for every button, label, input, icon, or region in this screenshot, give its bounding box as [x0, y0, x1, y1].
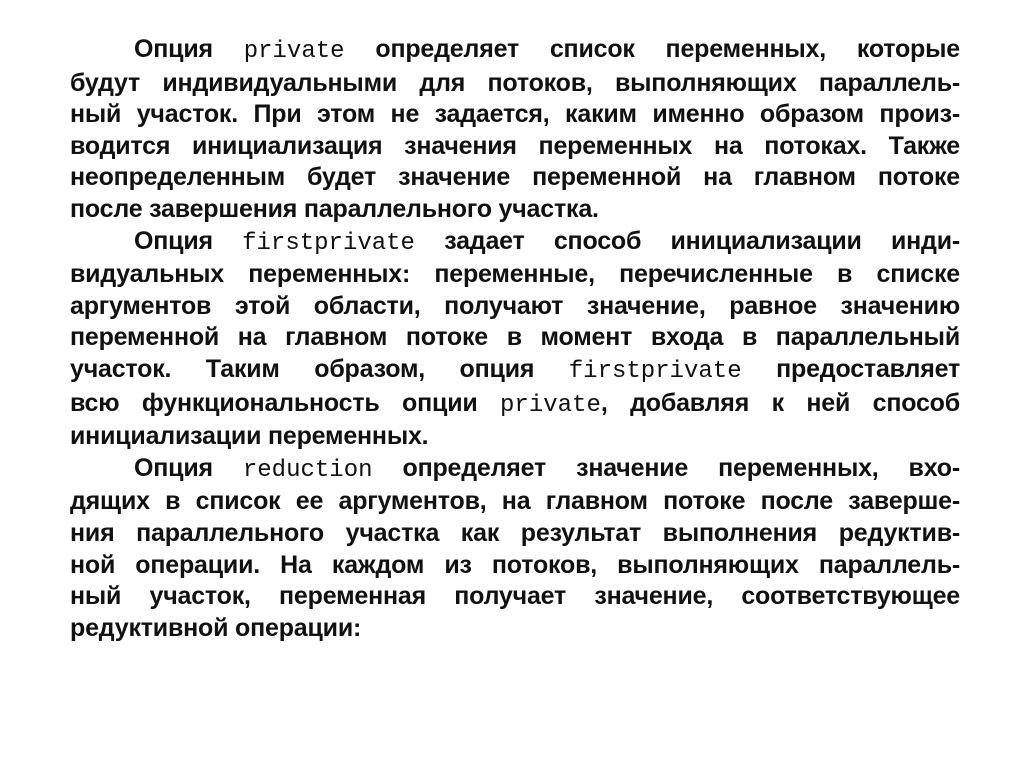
- text-segment: , добавляя к ней способ: [600, 388, 960, 417]
- text-line: [70, 68, 960, 100]
- text-segment: водится инициализация значения переменных на потоках. Также: [70, 131, 960, 160]
- text-segment: редуктивной операции:: [70, 613, 362, 642]
- text-line: [70, 581, 960, 613]
- text-segment: участок. Таким образом, опция: [70, 354, 569, 383]
- paragraph: [70, 226, 960, 453]
- text-line: [70, 613, 960, 645]
- text-segment: переменной на главном потоке в момент входа в параллельный: [70, 323, 960, 352]
- text-line: [70, 453, 960, 487]
- text-line: [70, 518, 960, 550]
- text-line: [70, 421, 960, 453]
- code-keyword: firstprivate: [568, 357, 742, 385]
- text-line: [70, 486, 960, 518]
- text-segment: дящих в список ее аргументов, на главном потоке после заверше-: [70, 487, 960, 516]
- text-line: [70, 291, 960, 323]
- code-keyword: private: [500, 391, 601, 419]
- code-keyword: reduction: [242, 456, 373, 484]
- text-segment: после завершения параллельного участка.: [70, 194, 599, 223]
- text-segment: предоставляет: [741, 354, 960, 383]
- text-segment: инициализации переменных.: [70, 422, 429, 451]
- text-segment: задает способ инициализации инди-: [414, 226, 960, 255]
- text-line: [70, 322, 960, 354]
- text-segment: ный участок. При этом не задается, каким именно образом произ-: [70, 100, 960, 129]
- code-keyword: private: [243, 38, 345, 65]
- text-line: [70, 226, 960, 260]
- text-line: [70, 388, 960, 422]
- text-segment: аргументов этой области, получают значение, равное значению: [70, 291, 960, 320]
- text-segment: определяет список переменных, которые: [344, 35, 960, 63]
- text-segment: будут индивидуальными для потоков, выполняющих параллель-: [70, 68, 960, 97]
- text-line: [70, 162, 960, 194]
- paragraph: [70, 453, 960, 645]
- text-line: [70, 131, 960, 163]
- text-segment: определяет значение переменных, вхо-: [372, 453, 960, 482]
- text-segment: Опция: [134, 453, 243, 482]
- text-segment: ной операции. На каждом из потоков, выполняющих параллель-: [70, 550, 960, 579]
- text-segment: видуальных переменных: переменные, перечисленные в списке: [70, 260, 960, 289]
- text-segment: всю функциональность опции: [70, 388, 501, 417]
- text-line: [70, 34, 960, 68]
- text-segment: ный участок, переменная получает значение, соответствующее: [70, 582, 960, 611]
- code-keyword: firstprivate: [242, 229, 415, 257]
- text-line: [70, 194, 960, 226]
- text-segment: Опция: [134, 226, 243, 255]
- paragraph: [70, 34, 960, 226]
- text-line: [70, 99, 960, 131]
- text-segment: неопределенным будет значение переменной на главном потоке: [70, 163, 960, 192]
- document-body: [70, 34, 960, 644]
- text-segment: ния параллельного участка как результат выполнения редуктив-: [70, 518, 960, 547]
- text-segment: Опция: [134, 35, 244, 63]
- text-line: [70, 550, 960, 582]
- text-line: [70, 259, 960, 291]
- text-line: [70, 354, 960, 388]
